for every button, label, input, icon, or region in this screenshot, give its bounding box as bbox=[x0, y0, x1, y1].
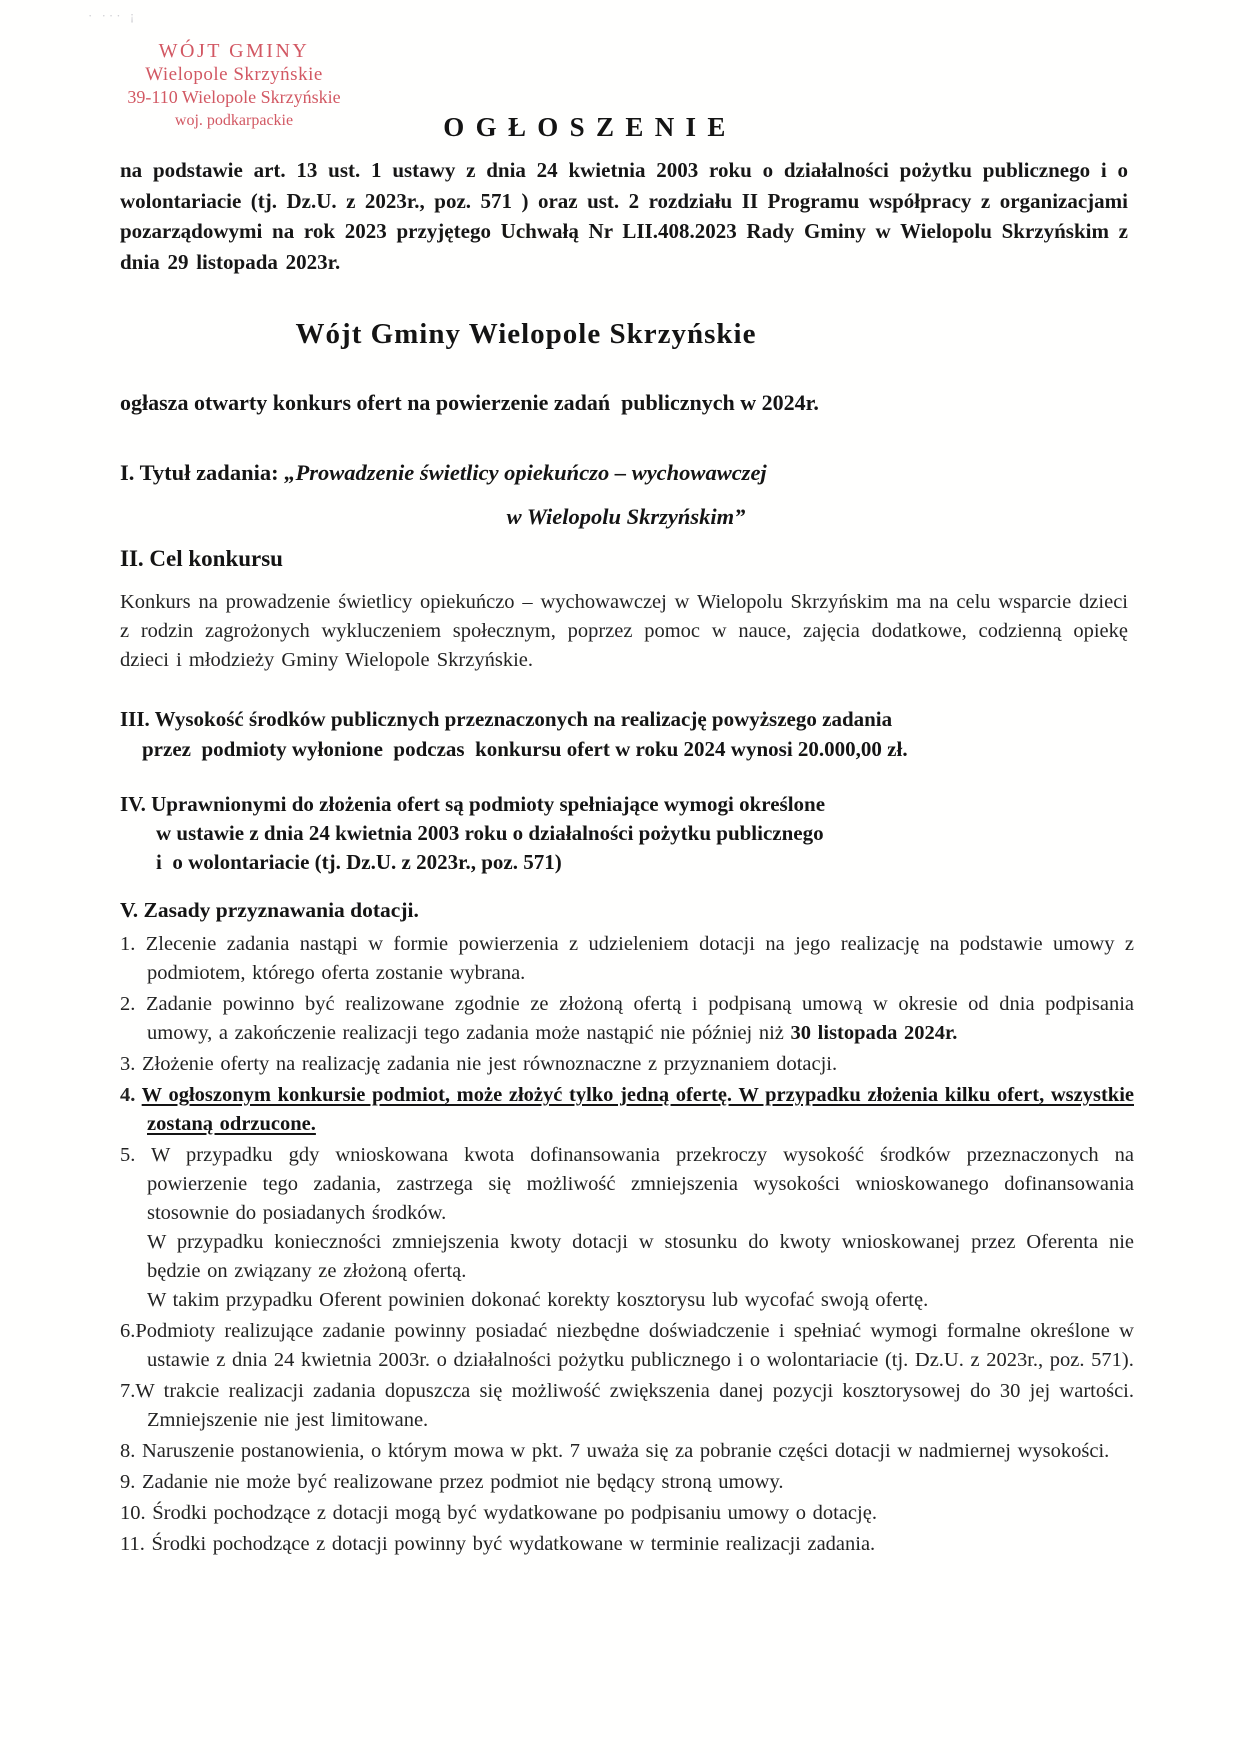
rule-number: 7. bbox=[120, 1380, 136, 1402]
stamp-address: 39-110 Wielopole Skrzyńskie bbox=[127, 87, 341, 107]
eligibility-line-1: IV. Uprawnionymi do złożenia ofert są podmioty spełniające wymogi określone bbox=[120, 792, 826, 816]
rule-item-3 bbox=[120, 1050, 1134, 1079]
rule-item-4 bbox=[120, 1081, 1134, 1139]
rule-number: 6. bbox=[120, 1320, 136, 1342]
eligibility-section bbox=[120, 790, 1134, 877]
rule-item-9 bbox=[120, 1468, 1134, 1497]
rule-number: 11. bbox=[120, 1533, 145, 1555]
rule-text: Podmioty realizujące zadanie powinny posiadać niezbędne doświadczenie i spełniać wymogi formalne określone w ustawie z dnia 24 kwietnia 2003r. o działalności pożytku publicznego i o wolontariacie (tj. Dz.U. z 2023r., poz. 571). bbox=[135, 1320, 1134, 1371]
rule-number: 9. bbox=[120, 1471, 136, 1493]
task-title-section bbox=[120, 460, 1140, 486]
legal-basis-paragraph: na podstawie art. 13 ust. 1 ustawy z dnia 24 kwietnia 2003 roku o działalności pożytku publicznego i o wolontariacie (tj. Dz.U. z 2023r., poz. 571 ) oraz ust. 2 rozdziału II Programu współpracy z organizacjami pozarządowymi na rok 2023 przyjętego Uchwałą Nr LII.408.2023 Rady Gminy w Wielopolu Skrzyńskim z dnia 29 listopada 2023r. bbox=[120, 158, 1128, 274]
rule-text: Zadanie nie może być realizowane przez podmiot nie będący stroną umowy. bbox=[135, 1471, 784, 1493]
rule-number: 8. bbox=[120, 1440, 136, 1462]
rule-number: 3. bbox=[120, 1053, 136, 1075]
task-title-text: „Prowadzenie świetlicy opiekuńczo – wychowawczej bbox=[284, 460, 767, 485]
scan-artifact: · ··· ¡ bbox=[88, 8, 138, 23]
rule-number: 4. bbox=[120, 1084, 142, 1106]
rules-section-heading: V. Zasady przyznawania dotacji. bbox=[120, 898, 419, 922]
stamp-municipality: Wielopole Skrzyńskie bbox=[145, 64, 323, 85]
task-title-location: w Wielopolu Skrzyńskim” bbox=[506, 504, 746, 529]
rule-text-continued: W takim przypadku Oferent powinien dokonać korekty kosztorysu lub wycofać swoją ofertę. bbox=[147, 1289, 929, 1311]
rule-text: Zlecenie zadania nastąpi w formie powierzenia z udzieleniem dotacji na jego realizację na podstawie umowy z podmiotem, którego oferta zostanie wybrana. bbox=[135, 933, 1134, 984]
rule-item-8 bbox=[120, 1437, 1134, 1466]
rule-number: 5. bbox=[120, 1144, 136, 1166]
announcement-title: OGŁOSZENIE bbox=[443, 112, 737, 142]
rule-item-2 bbox=[120, 990, 1134, 1048]
funds-line-2: przez podmioty wyłonione podczas konkursu ofert w roku 2024 wynosi 20.000,00 zł. bbox=[142, 737, 908, 761]
rule-number: 1. bbox=[120, 933, 136, 955]
rule-text: W przypadku gdy wnioskowana kwota dofinansowania przekroczy wysokość środków przeznaczonych na powierzenie tego zadania, zastrzega się możliwość zmniejszenia wysokości wnioskowanego dofinansowania stosownie do posiadanych środków. bbox=[135, 1144, 1134, 1224]
deadline-emphasis: 30 listopada 2024r. bbox=[790, 1022, 958, 1044]
rule-item-6 bbox=[120, 1317, 1134, 1375]
rule-text-continued: W przypadku konieczności zmniejszenia kwoty dotacji w stosunku do kwoty wnioskowanej przez Oferenta nie będzie on związany ze złożoną ofertą. bbox=[147, 1231, 1134, 1282]
rule-item-1 bbox=[120, 930, 1134, 988]
goal-section-body: Konkurs na prowadzenie świetlicy opiekuńczo – wychowawczej w Wielopolu Skrzyńskim ma na celu wsparcie dzieci z rodzin zagrożonych wykluczeniem społecznym, poprzez pomoc w nauce, zajęcia dodatkowe, codzienną opiekę dzieci i młodzieży Gminy Wielopole Skrzyńskie. bbox=[120, 591, 1128, 671]
announcement-subheading: ogłasza otwarty konkurs ofert na powierzenie zadań publicznych w 2024r. bbox=[120, 390, 819, 415]
issuer-heading: Wójt Gminy Wielopole Skrzyńskie bbox=[295, 318, 757, 350]
rule-text: W trakcie realizacji zadania dopuszcza się możliwość zwiększenia danej pozycji kosztorysowej do 30 jej wartości. Zmniejszenie nie jest limitowane. bbox=[135, 1380, 1134, 1431]
eligibility-line-3: i o wolontariacie (tj. Dz.U. z 2023r., poz. 571) bbox=[156, 850, 562, 874]
funds-section bbox=[120, 704, 1134, 764]
eligibility-line-2: w ustawie z dnia 24 kwietnia 2003 roku o działalności pożytku publicznego bbox=[156, 821, 824, 845]
funds-line-1: III. Wysokość środków publicznych przeznaczonych na realizację powyższego zadania bbox=[120, 707, 893, 731]
stamp-voivodeship: woj. podkarpackie bbox=[174, 112, 294, 129]
rule-number: 2. bbox=[120, 993, 136, 1015]
rule-text: Środki pochodzące z dotacji powinny być wydatkowane w terminie realizacji zadania. bbox=[144, 1533, 876, 1555]
goal-section-heading: II. Cel konkursu bbox=[120, 546, 283, 571]
rule-text: Złożenie oferty na realizację zadania nie jest równoznaczne z przyznaniem dotacji. bbox=[135, 1053, 838, 1075]
task-title-label: I. Tytuł zadania: bbox=[120, 460, 285, 485]
single-offer-rule: W ogłoszonym konkursie podmiot, może złożyć tylko jedną ofertę. W przypadku złożenia kilku ofert, wszystkie zostaną odrzucone. bbox=[141, 1084, 1134, 1135]
stamp-office-name: WÓJT GMINY bbox=[158, 40, 310, 62]
rule-item-10 bbox=[120, 1499, 1134, 1528]
rule-item-11 bbox=[120, 1530, 1134, 1559]
rule-item-7 bbox=[120, 1377, 1134, 1435]
rule-number: 10. bbox=[120, 1502, 146, 1524]
rule-text: Środki pochodzące z dotacji mogą być wydatkowane po podpisaniu umowy o dotację. bbox=[145, 1502, 877, 1524]
rule-text: Zadanie powinno być realizowane zgodnie ze złożoną ofertą i podpisaną umową w okresie od dnia podpisania umowy, a zakończenie realizacji tego zadania może nastąpić nie później niż bbox=[135, 993, 1134, 1044]
rules-list bbox=[120, 930, 1134, 1561]
rule-item-5 bbox=[120, 1141, 1134, 1315]
rule-text: Naruszenie postanowienia, o którym mowa w pkt. 7 uważa się za pobranie części dotacji w nadmiernej wysokości. bbox=[135, 1440, 1110, 1462]
